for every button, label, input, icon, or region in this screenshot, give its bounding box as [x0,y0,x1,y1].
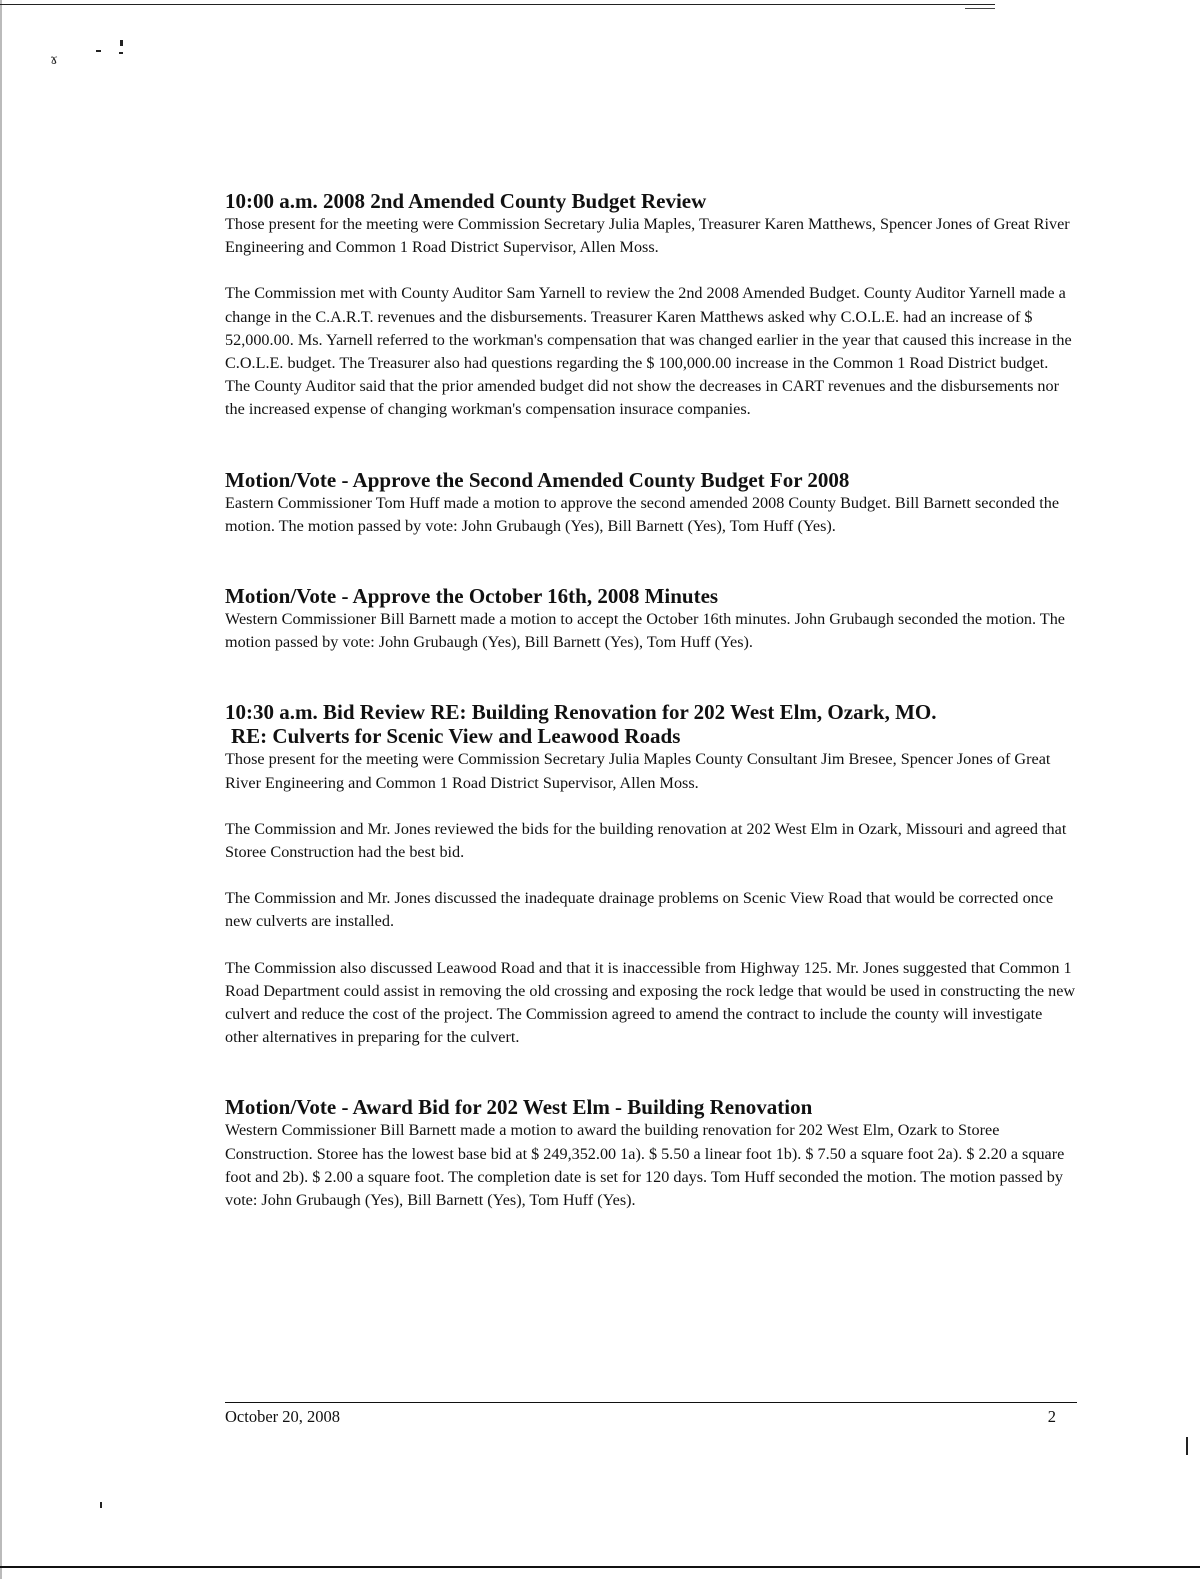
section-heading: Motion/Vote - Approve the Second Amended County Budget For 2008 [225,467,850,492]
scan-speck-mark: ɤ [50,52,58,68]
scan-top-rule [0,4,995,5]
section-motion-minutes [225,584,1077,654]
page-number: 2 [1047,1407,1056,1426]
body-paragraph: Western Commissioner Bill Barnett made a motion to award the building renovation for 202 West Elm, Ozark to Storee Construction. Storee has the lowest base bid at $ 249,352.00 1a). $ 5.50 a linear foot 1b). $ 7.50 a square foot 2a). $ 2.20 a square foot and 2b). $ 2.00 a square foot. The completion date is set for 120 days. Tom Huff seconded the motion. The motion passed by vote: John Grubaugh (Yes), Bill Barnett (Yes), Tom Huff (Yes). [225,1121,1065,1210]
attendees-paragraph: Those present for the meeting were Commission Secretary Julia Maples, Treasurer Karen Matthews, Spencer Jones of Great River Engineering and Common 1 Road District Supervisor, Allen Moss. [225,215,1070,257]
body-paragraph: The Commission also discussed Leawood Road and that it is inaccessible from Highway 125. Mr. Jones suggested that Common 1 Road Department could assist in removing the old crossing and exposing the rock ledge that would be used in constructing the new culvert and reduce the cost of the project. The Commission agreed to amend the contract to include the county will investigate other alternatives in preparing for the culvert. [225,958,1076,1047]
footer-divider [225,1402,1077,1403]
body-paragraph: The Commission and Mr. Jones discussed the inadequate drainage problems on Scenic View Road that would be corrected once new culverts are installed. [225,889,1054,931]
scan-left-edge [0,0,2,1579]
attendees-paragraph: Those present for the meeting were Commission Secretary Julia Maples County Consultant Jim Bresee, Spencer Jones of Great River Engineering and Common 1 Road District Supervisor, Allen Moss. [225,750,1051,792]
scan-top-rule-fragment [965,8,995,9]
body-paragraph: Eastern Commissioner Tom Huff made a motion to approve the second amended 2008 County Budget. Bill Barnett seconded the motion. The motion passed by vote: John Grubaugh (Yes), Bill Barnett (Yes), Tom Huff (Yes). [225,493,1060,535]
section-subheading: RE: Culverts for Scenic View and Leawood Roads [231,724,681,749]
document-body [225,189,1077,1212]
scan-speck [120,40,123,46]
body-paragraph: The Commission met with County Auditor Sam Yarnell to review the 2nd 2008 Amended Budget. County Auditor Yarnell made a change in the C.A.R.T. revenues and the disbursements. Treasurer Karen Matthews asked why C.O.L.E. had an increase of $ 52,000.00. Ms. Yarnell referred to the workman's compensation that was changed earlier in the year that caused this increase in the C.O.L.E. budget. The Treasurer also had questions regarding the $ 100,000.00 increase in the Common 1 Road District budget. The County Auditor said that the prior amended budget did not show the decreases in CART revenues and the disbursements nor the increased expense of changing workman's compensation insurace companies. [225,284,1072,419]
scan-speck [100,1502,102,1508]
section-heading: 10:30 a.m. Bid Review RE: Building Renovation for 202 West Elm, Ozark, MO. [225,700,937,725]
scan-bottom-rule [0,1566,1200,1568]
body-paragraph: The Commission and Mr. Jones reviewed the bids for the building renovation at 202 West Elm in Ozark, Missouri and agreed that Storee Construction had the best bid. [225,819,1067,862]
scan-speck [1186,1437,1188,1455]
section-heading: Motion/Vote - Award Bid for 202 West Elm - Building Renovation [225,1095,813,1120]
section-heading: Motion/Vote - Approve the October 16th, 2008 Minutes [225,584,719,609]
scan-speck [96,50,101,52]
page-footer [225,1402,1077,1428]
section-motion-award-bid [225,1095,1077,1212]
body-paragraph: Western Commissioner Bill Barnett made a motion to accept the October 16th minutes. John Grubaugh seconded the motion. The motion passed by vote: John Grubaugh (Yes), Bill Barnett (Yes), Tom Huff (Yes). [225,610,1065,652]
footer-date: October 20, 2008 [225,1407,341,1426]
section-bid-review [225,700,1077,1049]
section-heading: 10:00 a.m. 2008 2nd Amended County Budget Review [225,189,707,213]
footer-row [225,1406,1077,1428]
scan-speck [119,52,123,54]
section-motion-budget [225,468,1077,538]
section-budget-review [225,189,1077,422]
